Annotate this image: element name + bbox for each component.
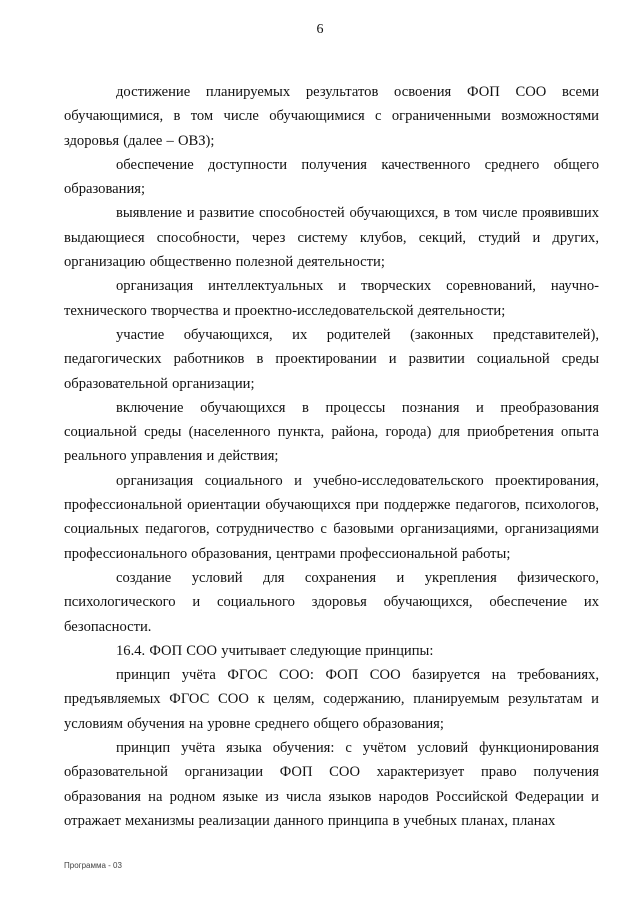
page-number: 6: [316, 22, 324, 37]
paragraph-accessibility: обеспечение доступности получения качественного среднего общего образования;: [64, 156, 599, 198]
paragraph-participation: участие обучающихся, их родителей (законных представителей), педагогических работников в проектировании и развитии социальной среды образовательной организации;: [64, 326, 599, 392]
paragraph-principle-language: принцип учёта языка обучения: с учётом условий функционирования образовательной организации ФОП СОО характеризует право получения образования на родном языке из числа языков народов Российской Федерации и отражает механизмы реализации данного принципа в учебных планах, планах: [64, 740, 599, 829]
paragraph-abilities: выявление и развитие способностей обучающихся, в том числе проявивших выдающиеся способности, через систему клубов, секций, студий и других, организацию общественно полезной деятельности;: [64, 205, 599, 271]
page-footer: Программа - 03: [64, 861, 122, 870]
document-body: [64, 80, 599, 833]
paragraph-principle-fgos: принцип учёта ФГОС СОО: ФОП СОО базируется на требованиях, предъявляемых ФГОС СОО к целям, содержанию, планируемым результатам и условиям обучения на уровне среднего общего образования;: [64, 667, 599, 732]
paragraph-principles-heading: 16.4. ФОП СОО учитывает следующие принципы:: [116, 642, 434, 659]
paragraph-social-environment: включение обучающихся в процессы познания и преобразования социальной среды (населенного пункта, района, города) для приобретения опыта реального управления и действия;: [64, 399, 599, 465]
paragraph-competitions: организация интеллектуальных и творческих соревнований, научно-технического творчества и проектно-исследовательской деятельности;: [64, 278, 599, 319]
paragraph-results: достижение планируемых результатов освоения ФОП СОО всеми обучающимися, в том числе обучающимися с ограниченными возможностями здоровья (далее – ОВЗ);: [64, 84, 599, 149]
paragraph-projects: организация социального и учебно-исследовательского проектирования, профессиональной ориентации обучающихся при поддержке педагогов, психологов, социальных педагогов, сотрудничество с базовыми организациями, организациями профессионального образования, центрами профессиональной работы;: [64, 472, 599, 562]
paragraph-health: создание условий для сохранения и укрепления физического, психологического и социального здоровья обучающихся, обеспечение их безопасности.: [64, 569, 599, 635]
